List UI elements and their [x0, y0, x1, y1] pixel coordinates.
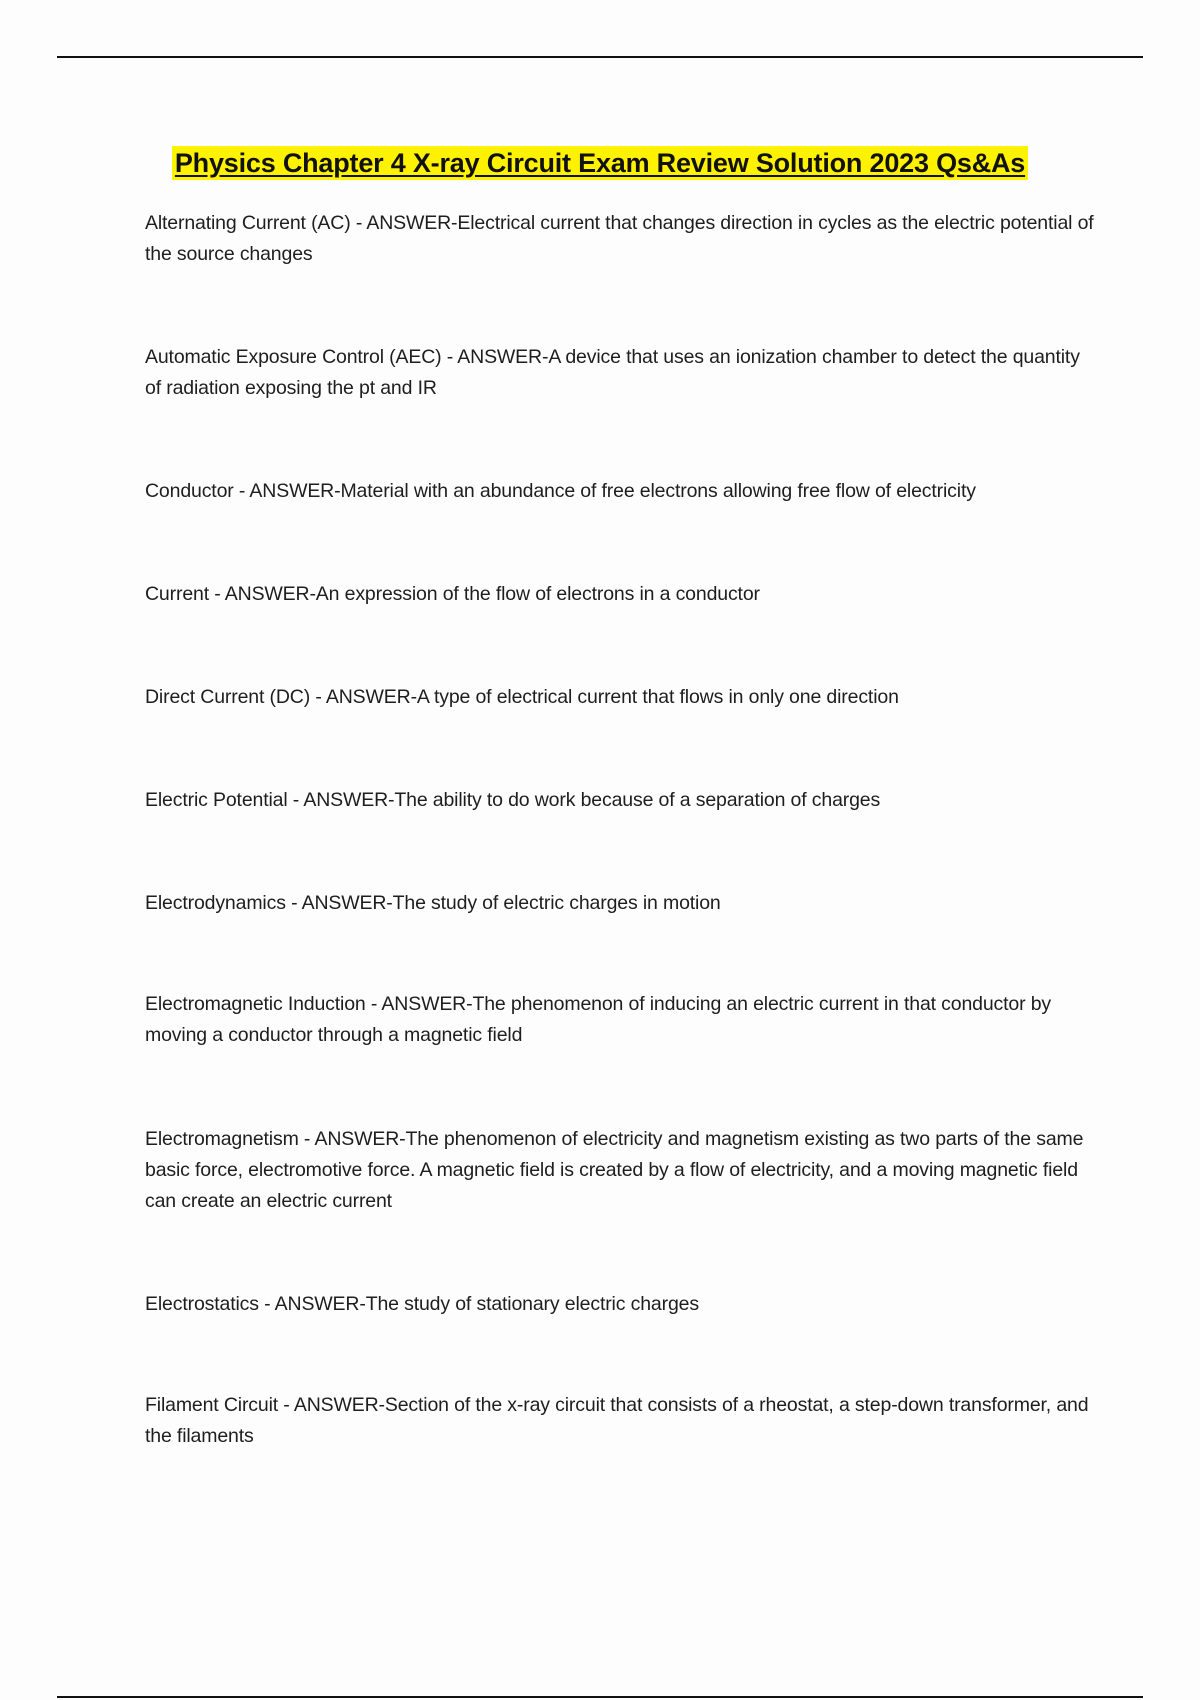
qa-entry-electromagnetism: Electromagnetism - ANSWER-The phenomenon of electricity and magnetism existing as two parts of the same basic force, electromotive force. A magnetic field is created by a flow of electricity, and a moving magnetic field can create an electric current: [145, 1128, 1084, 1212]
qa-entry-alternating-current: Alternating Current (AC) - ANSWER-Electrical current that changes direction in cycles as the electric potential of the source changes: [145, 212, 1094, 265]
qa-entry-electric-potential: Electric Potential - ANSWER-The ability to do work because of a separation of charges: [145, 789, 881, 811]
qa-entry-filament-circuit: Filament Circuit - ANSWER-Section of the x-ray circuit that consists of a rheostat, a step-down transformer, and the filaments: [145, 1394, 1089, 1447]
header-rule: [57, 56, 1143, 58]
qa-entry-electrodynamics: Electrodynamics - ANSWER-The study of electric charges in motion: [145, 892, 721, 914]
title-container: [0, 146, 1200, 180]
qa-entry-current: Current - ANSWER-An expression of the flow of electrons in a conductor: [145, 583, 760, 605]
qa-entry-conductor: Conductor - ANSWER-Material with an abundance of free electrons allowing free flow of electricity: [145, 480, 976, 502]
document-title: Physics Chapter 4 X-ray Circuit Exam Review Solution 2023 Qs&As: [172, 146, 1028, 180]
qa-entry-electrostatics: Electrostatics - ANSWER-The study of stationary electric charges: [145, 1293, 699, 1315]
qa-entry-electromagnetic-induction: Electromagnetic Induction - ANSWER-The phenomenon of inducing an electric current in that conductor by moving a conductor through a magnetic field: [145, 993, 1052, 1046]
qa-entry-aec: Automatic Exposure Control (AEC) - ANSWER-A device that uses an ionization chamber to detect the quantity of radiation exposing the pt and IR: [145, 346, 1080, 399]
footer-rule: [57, 1696, 1143, 1698]
qa-entry-direct-current: Direct Current (DC) - ANSWER-A type of electrical current that flows in only one direction: [145, 686, 899, 708]
